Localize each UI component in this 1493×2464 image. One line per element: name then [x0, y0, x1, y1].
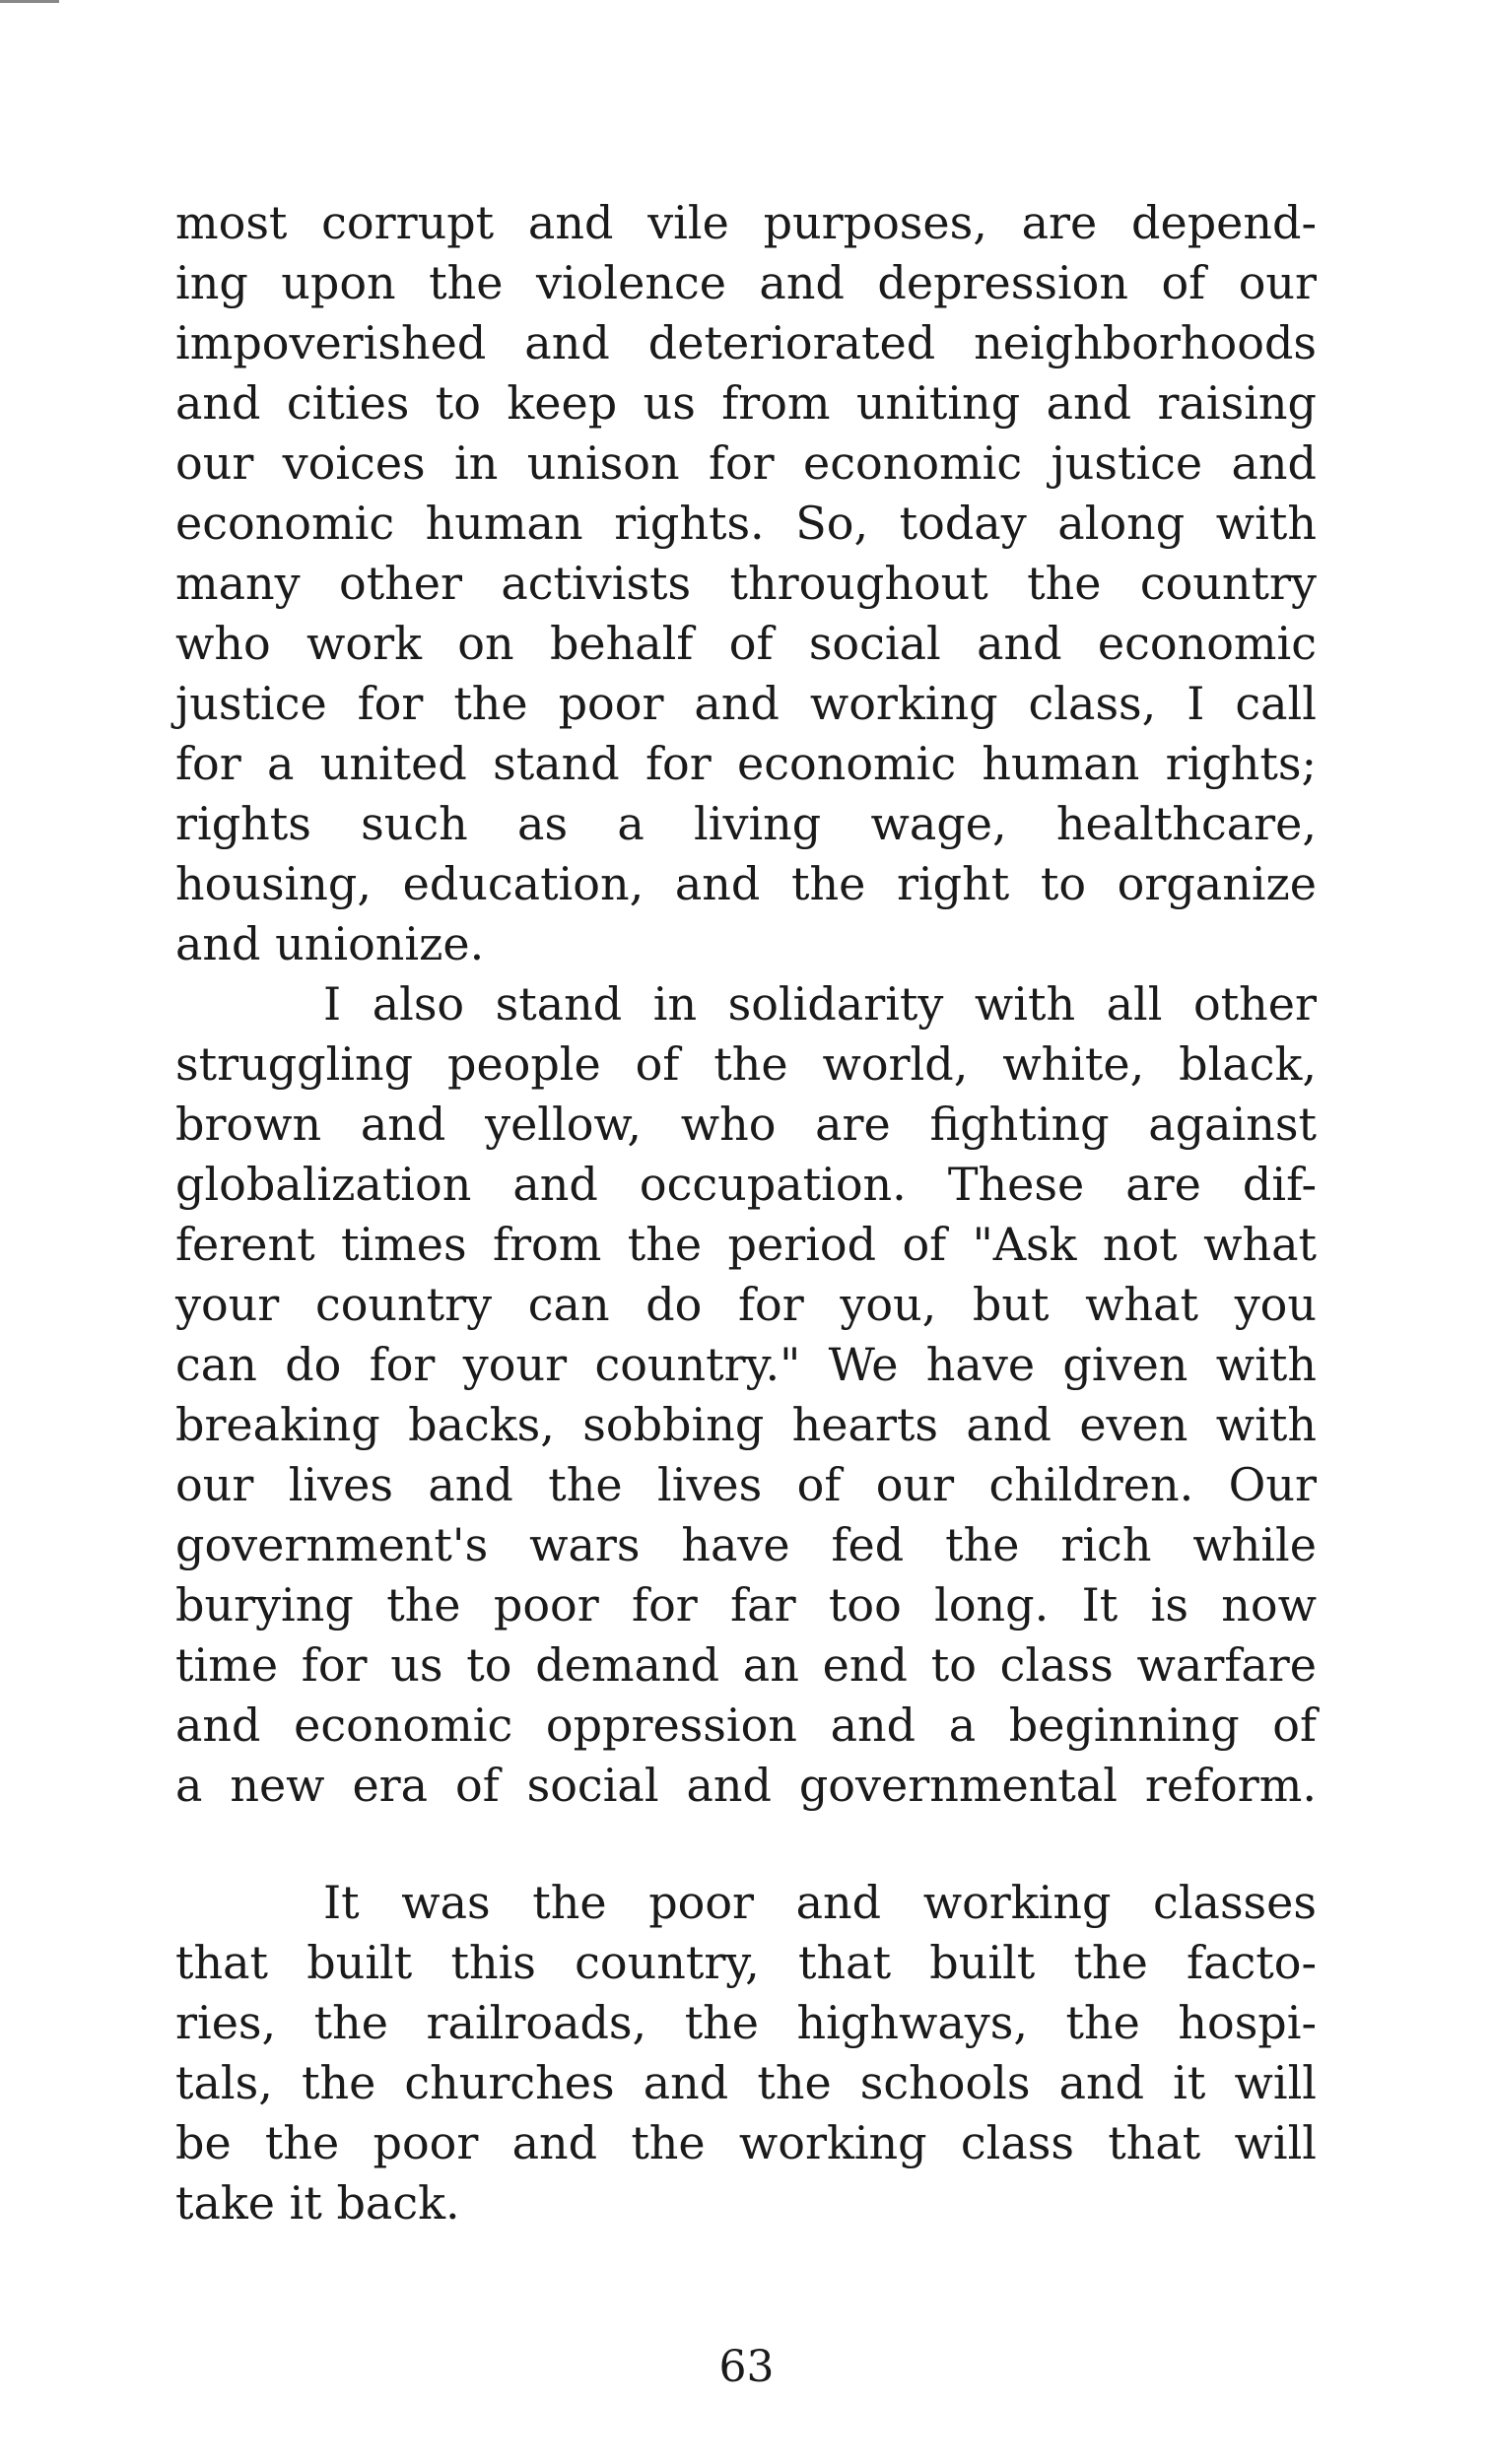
text-line: breaking backs, sobbing hearts and even with	[175, 1398, 1317, 1451]
text-line: ries, the railroads, the highways, the hospi-	[175, 1996, 1317, 2049]
text-line: I also stand in solidarity with all other	[323, 977, 1317, 1031]
text-line: a new era of social and governmental reform.	[175, 1759, 1317, 1812]
text-line: government's wars have fed the rich while	[175, 1518, 1317, 1571]
text-line: struggling people of the world, white, black,	[175, 1037, 1317, 1091]
text-line: and cities to keep us from uniting and raising	[175, 376, 1317, 430]
paragraph	[175, 974, 1317, 1816]
text-line: who work on behalf of social and economic	[175, 617, 1317, 670]
text-line: brown and yellow, who are fighting against	[175, 1098, 1317, 1151]
text-line: your country can do for you, but what you	[175, 1278, 1317, 1331]
text-line: most corrupt and vile purposes, are depend-	[175, 196, 1317, 249]
text-line: impoverished and deteriorated neighborhoods	[175, 316, 1317, 369]
text-line: time for us to demand an end to class warfare	[175, 1638, 1317, 1692]
text-line: justice for the poor and working class, I call	[175, 677, 1317, 730]
text-line: ferent times from the period of "Ask not what	[175, 1218, 1317, 1271]
text-line: for a united stand for economic human rights;	[175, 737, 1317, 790]
paragraph	[175, 1873, 1317, 2233]
text-line: our voices in unison for economic justice and	[175, 436, 1317, 490]
page-number: 63	[718, 2342, 775, 2392]
text-line: burying the poor for far too long. It is now	[175, 1578, 1317, 1632]
text-line: take it back.	[175, 2176, 460, 2230]
text-line: ing upon the violence and depression of our	[175, 256, 1317, 309]
text-line: globalization and occupation. These are dif-	[175, 1158, 1317, 1211]
text-line: many other activists throughout the country	[175, 557, 1317, 610]
text-line: economic human rights. So, today along with	[175, 497, 1317, 550]
text-line: tals, the churches and the schools and it will	[175, 2056, 1317, 2109]
text-line: our lives and the lives of our children. Our	[175, 1458, 1317, 1511]
page-text	[175, 193, 1317, 2233]
text-line: that built this country, that built the facto-	[175, 1936, 1317, 1989]
text-line: and economic oppression and a beginning of	[175, 1698, 1317, 1752]
text-line: be the poor and the working class that will	[175, 2116, 1317, 2169]
paragraph	[175, 193, 1317, 974]
paragraph-gap	[175, 1816, 1317, 1873]
text-line: can do for your country." We have given with	[175, 1338, 1317, 1391]
text-line: and unionize.	[175, 917, 485, 970]
scan-edge-mark	[0, 0, 59, 3]
text-line: housing, education, and the right to organize	[175, 857, 1317, 910]
text-line: rights such as a living wage, healthcare,	[175, 797, 1317, 850]
text-line: It was the poor and working classes	[323, 1876, 1317, 1929]
